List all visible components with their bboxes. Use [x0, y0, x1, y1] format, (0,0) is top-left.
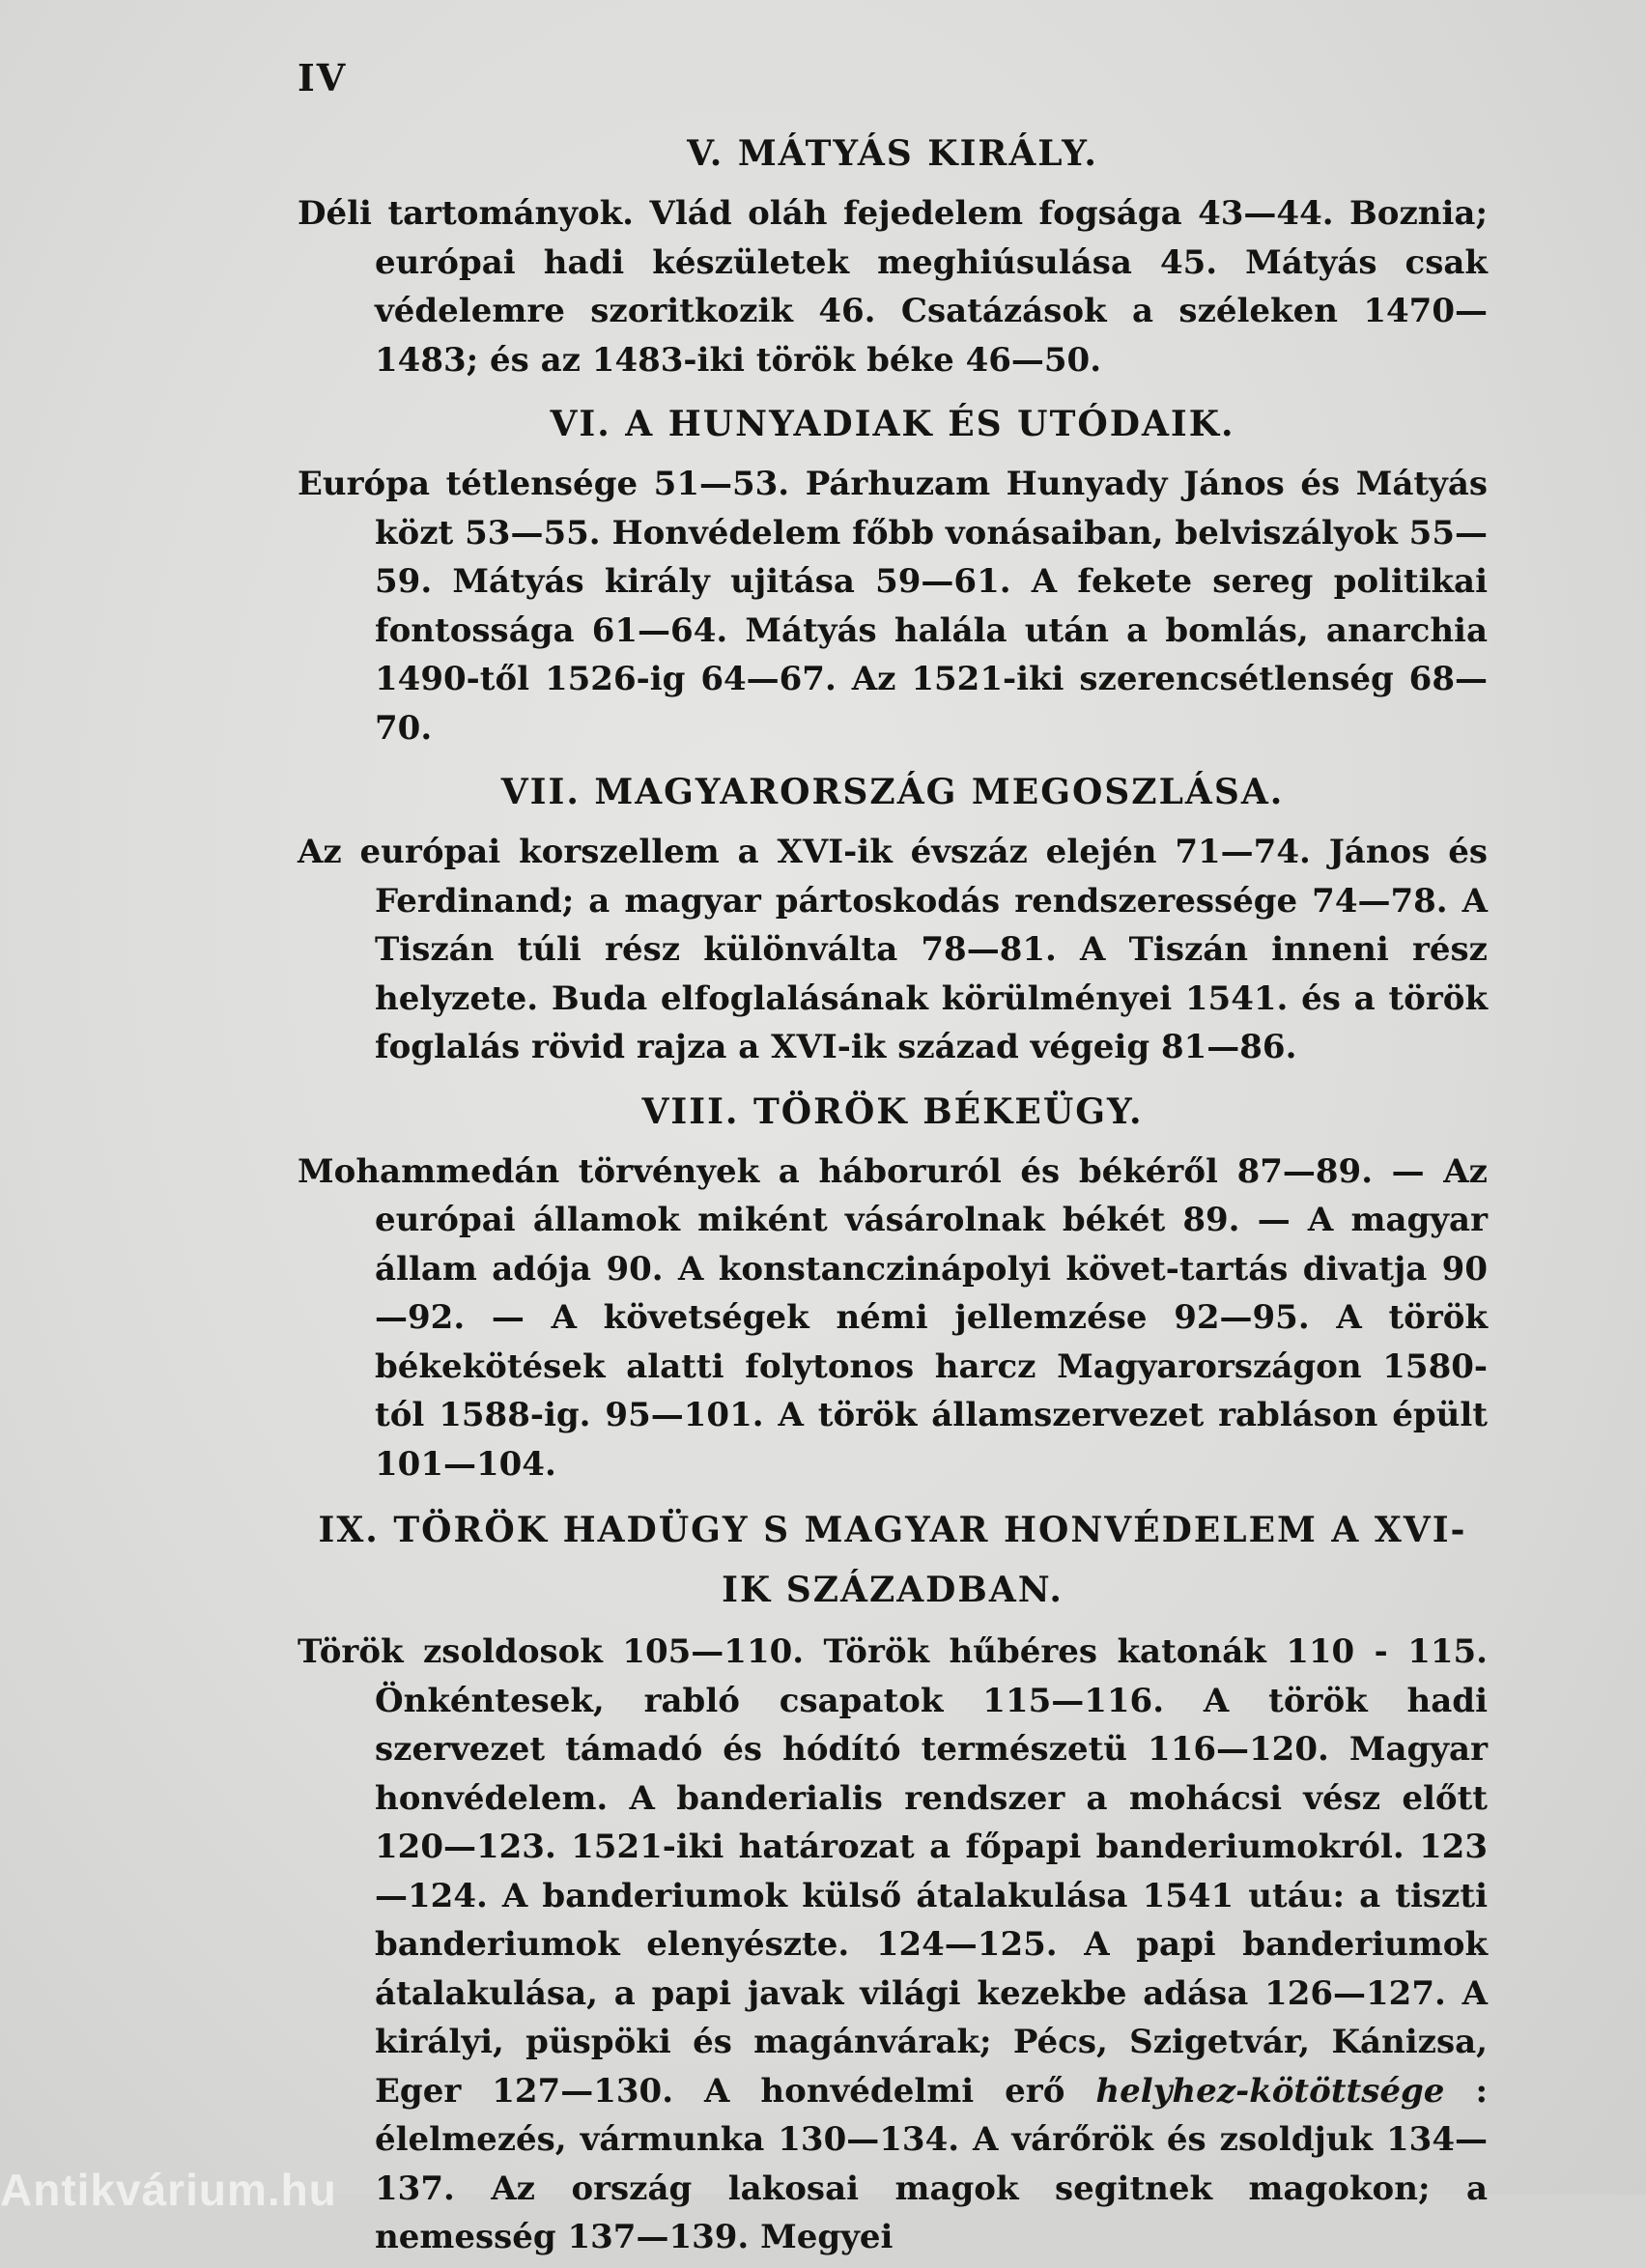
section-summary: Az európai korszellem a XVI-ik évszáz elején 71—74. János és Ferdinand; a magyar pártoskodás rendszeressége 74—78. A Tiszán túli rész különválta 78—81. A Tiszán inneni rész helyzete. Buda elfoglalásának körülményei 1541. és a török foglalás rövid rajza a XVI-ik század végeig 81—86.: [298, 833, 1488, 1066]
section-summary: Mohammedán törvények a háboruról és békéről 87—89. — Az európai államok miként vásárolnak békét 89. — A magyar állam adója 90. A konstanczinápolyi követ-tartás divatja 90—92. — A követségek némi jellemzése 92—95. A török békekötések alatti folytonos harcz Magyarországon 1580-tól 1588-ig. 95—101. A török államszervezet rabláson épült 101—104.: [298, 1151, 1488, 1484]
section-title: V. MÁTYÁS KIRÁLY.: [687, 133, 1098, 174]
watermark: Antikvárium.hu: [0, 2165, 337, 2215]
section-title: IX. TÖRÖK HADÜGY S MAGYAR HONVÉDELEM A XVI-IK SZÁZADBAN.: [318, 1510, 1467, 1610]
table-of-contents: [298, 114, 1488, 2268]
section-ix: [298, 1500, 1488, 2262]
section-title: VIII. TÖRÖK BÉKEÜGY.: [641, 1091, 1144, 1132]
page-number: IV: [298, 56, 348, 99]
summary-italic-phrase: helyhez-kötöttsége: [1095, 2071, 1445, 2111]
section-summary: Déli tartományok. Vlád oláh fejedelem fogsága 43—44. Boznia; európai hadi készületek meghiúsulása 45. Mátyás csak védelemre szoritkozik 46. Csatázások a széleken 1470—1483; és az 1483-iki török béke 46—50.: [298, 194, 1488, 380]
section-viii: [298, 1084, 1488, 1489]
summary-text-start: Török zsoldosok 105—110. Török hűbéres katonák 110 - 115. Önkéntesek, rabló csapatok 115—116. A török hadi szervezet támadó és hódító természetü 116—120. Magyar honvédelem. A banderialis rendszer a mohácsi vész előtt 120—123. 1521-iki határozat a főpapi banderiumokról. 123—124. A banderiumok külső átalakulása 1541 utáu: a tiszti banderiumok elenyészte. 124—125. A papi banderiumok átalakulása, a papi javak világi kezekbe adása 126—127. A királyi, püspöki és magánvárak; Pécs, Szigetvár, Kánizsa, Eger 127—130. A honvédelmi erő: [298, 1632, 1488, 2111]
section-title: VII. MAGYARORSZÁG MEGOSZLÁSA.: [500, 772, 1285, 812]
section-v: [298, 126, 1488, 384]
section-title: VI. A HUNYADIAK ÉS UTÓDAIK.: [550, 404, 1235, 444]
summary-text-end: : élelmezés, vármunka 130—134. A várőrök és zsoldjuk 134—137. Az ország lakosai magok segitnek magokon; a nemesség 137—139. Megyei: [375, 2071, 1488, 2256]
section-vi: [298, 396, 1488, 752]
section-summary: Európa tétlensége 51—53. Párhuzam Hunyady János és Mátyás közt 53—55. Honvédelem főbb vonásaiban, belviszályok 55—59. Mátyás király ujitása 59—61. A fekete sereg politikai fontossága 61—64. Mátyás halála után a bomlás, anarchia 1490-től 1526-ig 64—67. Az 1521-iki szerencsétlenség 68—70.: [298, 465, 1488, 748]
section-summary: [298, 1628, 1488, 2262]
section-vii: [298, 764, 1488, 1072]
